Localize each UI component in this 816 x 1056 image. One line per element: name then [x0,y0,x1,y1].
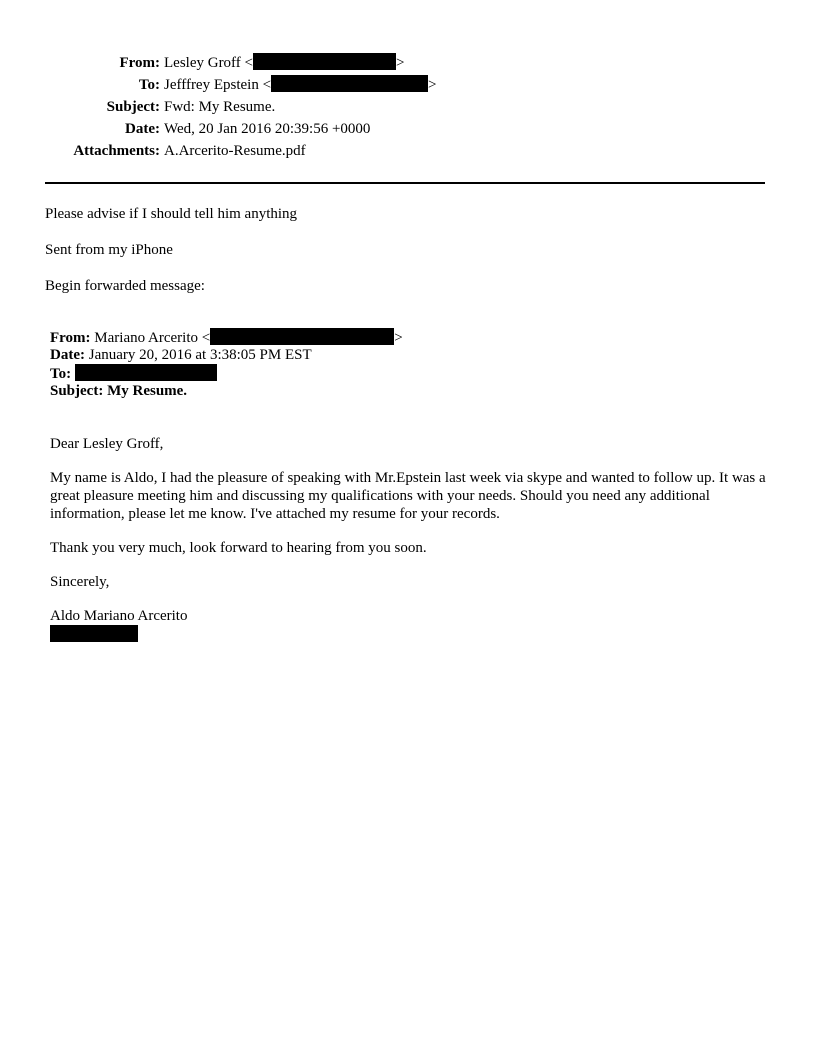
fwd-to-label: To: [50,366,72,382]
attachment-link[interactable]: A.Arcerito-Resume.pdf [164,143,306,159]
header-divider [45,182,765,184]
body-line-forwarded-intro: Begin forwarded message: [45,278,205,294]
header-date-row [0,119,816,141]
fwd-subject-label: Subject: [50,383,104,399]
attachments-label: Attachments: [73,143,160,159]
letter-greeting: Dear Lesley Groff, [50,436,164,452]
header-to-row [0,75,816,97]
from-close: > [396,55,405,71]
date-value: Wed, 20 Jan 2016 20:39:56 +0000 [164,121,371,137]
subject-label: Subject: [106,99,160,115]
fwd-date-value: January 20, 2016 at 3:38:05 PM EST [84,347,312,363]
redaction-box [253,53,396,70]
to-value [164,75,437,95]
to-label: To: [138,77,160,93]
from-name: Lesley Groff < [164,55,253,71]
body-line-advise: Please advise if I should tell him anything [45,206,298,222]
redaction-box [271,75,428,92]
letter-paragraph-1 [50,469,780,523]
to-close: > [428,77,437,93]
paragraph-text: My name is Aldo, I had the pleasure of speaking with Mr.Epstein last week via skype and wanted to follow up. It was a great pleasure meeting him and discussing my qualifications with your needs. Should you need any additional information, please let me know. I've attached my resume for your records. [50,470,766,522]
fwd-subject-value: My Resume. [103,383,188,399]
forwarded-header [50,328,780,400]
redaction-box [75,364,217,381]
from-value [164,53,404,73]
fwd-to-row [50,364,780,382]
letter-paragraph-2: Thank you very much, look forward to hearing from you soon. [50,540,427,556]
fwd-date-label: Date: [50,347,85,363]
subject-value: Fwd: My Resume. [164,99,276,115]
header-attachments-row [0,141,816,163]
header-from-row [0,53,816,75]
redaction-box [50,625,138,642]
letter-closing: Sincerely, [50,574,110,590]
fwd-from-row [50,328,780,346]
fwd-from-label: From: [50,330,91,346]
body-line-sent-from: Sent from my iPhone [45,242,173,258]
fwd-date-row [50,346,780,364]
fwd-from-close: > [394,330,403,346]
redaction-box [210,328,394,345]
to-name: Jefffrey Epstein < [164,77,272,93]
from-label: From: [119,55,160,71]
date-label: Date: [125,121,160,137]
fwd-subject-row [50,382,780,400]
email-header [0,53,816,163]
letter-signature: Aldo Mariano Arcerito [50,608,188,624]
fwd-from-value: Mariano Arcerito < [90,330,211,346]
header-subject-row [0,97,816,119]
